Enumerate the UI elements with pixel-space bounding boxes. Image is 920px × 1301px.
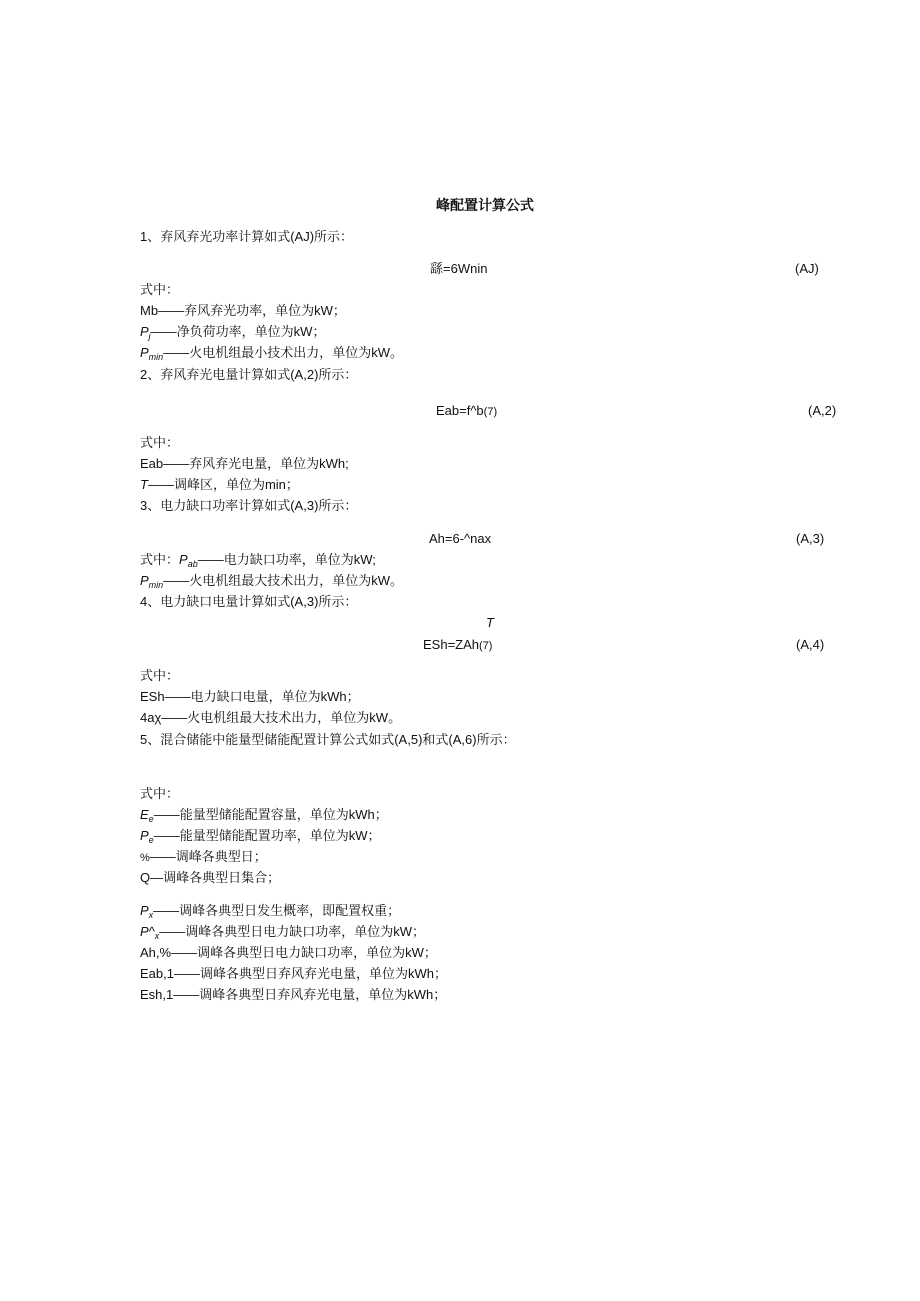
where-label: 式中： bbox=[140, 282, 180, 297]
symbol: P^ bbox=[140, 924, 155, 939]
where-label: 式中： bbox=[140, 786, 180, 801]
formula-a2 bbox=[436, 402, 497, 421]
equation-number-a2: (A,2) bbox=[808, 403, 837, 418]
symbol: Ah,% bbox=[140, 945, 172, 960]
definition-line bbox=[140, 455, 349, 473]
symbol: ESh bbox=[140, 689, 165, 704]
equation-number-a1: (AJ) bbox=[795, 261, 819, 276]
symbol-subscript: min bbox=[148, 580, 164, 590]
symbol: T bbox=[140, 477, 148, 492]
section-4-heading: 4、电力缺口电量计算如式(A,3)所示： bbox=[140, 594, 358, 609]
definition-text: ——调峰区，单位为min； bbox=[147, 477, 299, 492]
symbol: % bbox=[140, 852, 150, 864]
formula-main: Eab=f^b bbox=[436, 403, 484, 418]
symbol: P bbox=[179, 552, 188, 567]
symbol: P bbox=[140, 903, 149, 918]
equation-number-a4: (A,4) bbox=[796, 637, 825, 652]
definition-text: ——火电机组最大技术出力，单位为kW。 bbox=[163, 573, 403, 588]
definition-line bbox=[140, 476, 299, 494]
definition-text: ——能量型储能配置容量，单位为kWh； bbox=[153, 807, 388, 822]
symbol: Q bbox=[140, 870, 151, 885]
definition-text: ——电力缺口电量，单位为kWh； bbox=[164, 689, 360, 704]
definition-line bbox=[140, 551, 376, 570]
definition-line bbox=[140, 965, 447, 983]
section-2-heading: 2、弃风弃光电量计算如式(A,2)所示： bbox=[140, 367, 358, 382]
symbol-subscript: j bbox=[148, 331, 151, 341]
formula-a1: 繇=6Wnin bbox=[430, 261, 488, 276]
symbol: P bbox=[140, 828, 149, 843]
symbol: P bbox=[140, 324, 149, 339]
symbol: 4aχ bbox=[140, 710, 162, 725]
definition-line bbox=[140, 709, 401, 727]
symbol: Esh,1 bbox=[140, 987, 174, 1002]
symbol-subscript: min bbox=[148, 352, 164, 362]
definition-text: ——调峰各典型日电力缺口功率，单位为kW； bbox=[171, 945, 437, 960]
definition-text: ——弃风弃光功率，单位为kW； bbox=[158, 303, 346, 318]
definition-text: ——火电机组最小技术出力，单位为kW。 bbox=[163, 345, 403, 360]
where-label: 式中： bbox=[140, 435, 180, 450]
definition-line bbox=[140, 827, 380, 846]
definition-line bbox=[140, 869, 280, 887]
symbol-subscript: ab bbox=[187, 559, 198, 569]
definition-line bbox=[140, 572, 403, 591]
formula-limit: T bbox=[486, 615, 494, 630]
definition-text: ——调峰各典型日弃风弃光电量，单位为kWh； bbox=[173, 966, 447, 981]
symbol: E bbox=[140, 807, 149, 822]
symbol: P bbox=[140, 345, 149, 360]
definition-line bbox=[140, 848, 267, 867]
definition-text: ——火电机组最大技术出力，单位为kW。 bbox=[161, 710, 402, 725]
symbol: Eab,1 bbox=[140, 966, 174, 981]
formula-tail: (7) bbox=[479, 640, 493, 652]
formula-tail: (7) bbox=[483, 406, 498, 418]
symbol-subscript: x bbox=[154, 931, 160, 941]
section-1-heading: 1、弃风弃光功率计算如式(AJ)所示： bbox=[140, 229, 354, 244]
section-3-heading: 3、电力缺口功率计算如式(A,3)所示： bbox=[140, 498, 358, 513]
formula-a3: Ah=6-^nax bbox=[429, 531, 492, 546]
definition-text: ——调峰各典型日弃风弃光电量，单位为kWh； bbox=[173, 987, 447, 1002]
definition-line bbox=[140, 688, 360, 706]
section-5-heading: 5、混合储能中能量型储能配置计算公式如式(A,5)和式(A,6)所示： bbox=[140, 732, 516, 747]
symbol-subscript: e bbox=[148, 835, 154, 845]
definition-text: —调峰各典型日集合； bbox=[150, 870, 281, 885]
definition-text: ——弃风弃光电量，单位为kWh; bbox=[163, 456, 349, 471]
definition-text: ——电力缺口功率，单位为kW; bbox=[197, 552, 376, 567]
equation-number-a3: (A,3) bbox=[796, 531, 825, 546]
where-label: 式中： bbox=[140, 668, 180, 683]
symbol-subscript: x bbox=[148, 910, 154, 920]
definition-line bbox=[140, 323, 325, 342]
where-label: 式中： bbox=[140, 552, 180, 567]
definition-line bbox=[140, 302, 346, 320]
definition-text: ——调峰各典型日电力缺口功率，单位为kW； bbox=[159, 924, 426, 939]
formula-a4 bbox=[423, 636, 492, 655]
definition-text: ——调峰各典型日； bbox=[149, 849, 267, 864]
definition-text: ——调峰各典型日发生概率，即配置权重； bbox=[153, 903, 401, 918]
symbol: Mb bbox=[140, 303, 159, 318]
definition-line bbox=[140, 902, 400, 921]
symbol: P bbox=[140, 573, 149, 588]
definition-text: ——能量型储能配置功率，单位为kW； bbox=[153, 828, 381, 843]
definition-text: ——净负荷功率，单位为kW； bbox=[150, 324, 326, 339]
definition-line bbox=[140, 923, 425, 942]
formula-main: ESh=ZAh bbox=[423, 637, 480, 652]
definition-line bbox=[140, 806, 388, 825]
definition-line bbox=[140, 344, 403, 363]
page-title: 峰配置计算公式 bbox=[436, 197, 534, 213]
definition-line bbox=[140, 944, 437, 962]
definition-line bbox=[140, 986, 446, 1004]
symbol-subscript: e bbox=[148, 814, 154, 824]
symbol: Eab bbox=[140, 456, 164, 471]
